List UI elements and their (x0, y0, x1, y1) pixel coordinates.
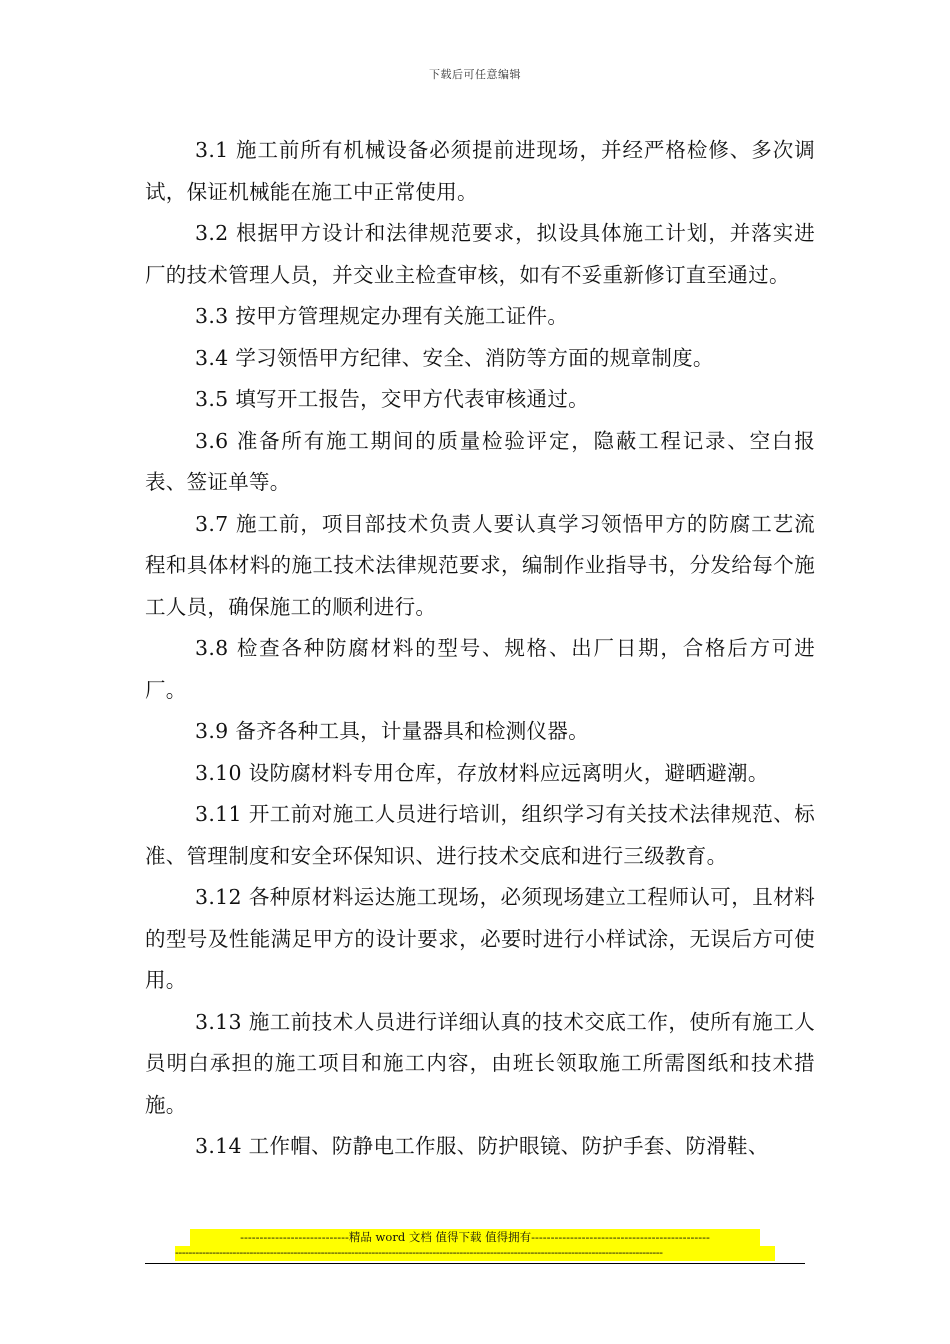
paragraph-3-2: 3.2 根据甲方设计和法律规范要求，拟设具体施工计划，并落实进厂的技术管理人员，并交业主检查审核，如有不妥重新修订直至通过。 (145, 221, 815, 287)
paragraph-3-10: 3.10 设防腐材料专用仓库，存放材料应远离明火，避晒避潮。 (195, 760, 769, 785)
paragraph-3-14: 3.14 工作帽、防静电工作服、防护眼镜、防护手套、防滑鞋、 (195, 1134, 769, 1158)
paragraph-3-8: 3.8 检查各种防腐材料的型号、规格、出厂日期，合格后方可进厂。 (145, 636, 815, 702)
paragraph-3-13: 3.13 施工前技术人员进行详细认真的技术交底工作，使所有施工人员明白承担的施工项目和施工内容，由班长领取施工所需图纸和技术措施。 (145, 1009, 815, 1117)
paragraph-3-11: 3.11 开工前对施工人员进行培训，组织学习有关技术法律规范、标准、管理制度和安全环保知识、进行技术交底和进行三级教育。 (145, 802, 815, 868)
paragraph-3-5: 3.5 填写开工报告，交甲方代表审核通过。 (195, 387, 589, 411)
paragraph-3-7: 3.7 施工前，项目部技术负责人要认真学习领悟甲方的防腐工艺流程和具体材料的施工技术法律规范要求，编制作业指导书，分发给每个施工人员，确保施工的顺利进行。 (145, 511, 815, 619)
paragraph-3-9: 3.9 备齐各种工具，计量器具和检测仪器。 (195, 719, 589, 743)
paragraph-3-12: 3.12 各种原材料运达施工现场，必须现场建立工程师认可，且材料的型号及性能满足甲方的设计要求，必要时进行小样试涂，无误后方可使用。 (145, 885, 815, 992)
footer-banner-text: ----------------------------精品 word 文档 值得下载 值得拥有---------------------------------------------- (190, 1229, 760, 1246)
paragraph-3-1: 3.1 施工前所有机械设备必须提前进现场，并经严格检修、多次调试，保证机械能在施工中正常使用。 (145, 138, 815, 204)
page-header: 下载后可任意编辑 (429, 68, 521, 81)
footer-divider (145, 1263, 805, 1264)
paragraph-3-4: 3.4 学习领悟甲方纪律、安全、消防等方面的规章制度。 (195, 345, 714, 370)
footer-dash-line: ------------------------------------------------------------------------------------------------------------------------------------------------ (175, 1246, 775, 1261)
document-body (145, 130, 815, 1168)
paragraph-3-3: 3.3 按甲方管理规定办理有关施工证件。 (195, 304, 569, 328)
paragraph-3-6: 3.6 准备所有施工期间的质量检验评定，隐蔽工程记录、空白报表、签证单等。 (145, 428, 815, 494)
